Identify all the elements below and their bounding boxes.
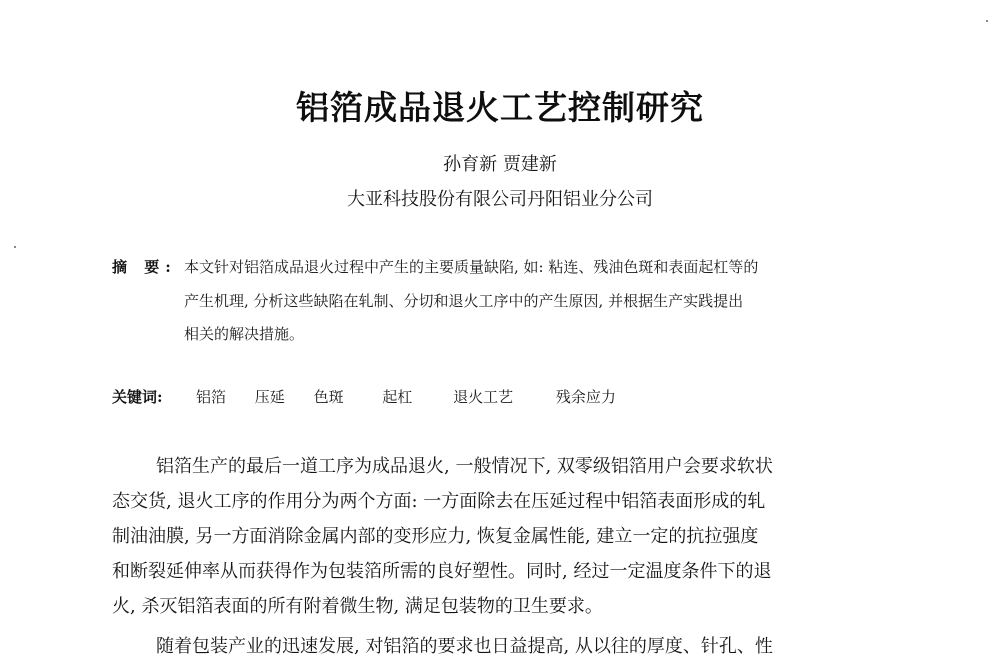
body-paragraph-line: 和断裂延伸率从而获得作为包装箔所需的良好塑性。同时, 经过一定温度条件下的退	[112, 561, 772, 582]
keyword: 色斑	[313, 388, 344, 406]
keywords-label: 关键词:	[112, 388, 163, 406]
abstract-line: 相关的解决措施。	[184, 325, 305, 343]
keyword: 残余应力	[555, 388, 616, 406]
abstract-label: 摘 要:	[112, 258, 177, 276]
keyword: 退火工艺	[453, 388, 514, 406]
body-paragraph-line: 铝箔生产的最后一道工序为成品退火, 一般情况下, 双零级铝箔用户会要求软状	[156, 456, 773, 477]
paper-affiliation: 大亚科技股份有限公司丹阳铝业分公司	[347, 189, 653, 210]
keyword: 铝箔	[196, 388, 227, 406]
paper-authors: 孙育新 贾建新	[443, 154, 557, 175]
paper-title: 铝箔成品退火工艺控制研究	[296, 88, 704, 127]
scan-speck	[14, 246, 16, 248]
scan-speck	[986, 20, 988, 22]
body-paragraph-line: 态交货, 退火工序的作用分为两个方面: 一方面除去在压延过程中铝箔表面形成的轧	[112, 491, 766, 512]
body-paragraph-line: 随着包装产业的迅速发展, 对铝箔的要求也日益提高, 从以往的厚度、针孔、性	[156, 636, 773, 657]
keywords-list	[196, 386, 616, 407]
abstract-line: 产生机理, 分析这些缺陷在轧制、分切和退火工序中的产生原因, 并根据生产实践提出	[184, 292, 744, 310]
keyword: 压延	[254, 388, 285, 406]
keyword: 起杠	[382, 388, 413, 406]
abstract-line: 本文针对铝箔成品退火过程中产生的主要质量缺陷, 如: 粘连、残油色斑和表面起杠等的	[184, 258, 759, 276]
body-paragraph-line: 火, 杀灭铝箔表面的所有附着微生物, 满足包装物的卫生要求。	[112, 596, 603, 617]
body-paragraph-line: 制油油膜, 另一方面消除金属内部的变形应力, 恢复金属性能, 建立一定的抗拉强度	[112, 526, 759, 547]
